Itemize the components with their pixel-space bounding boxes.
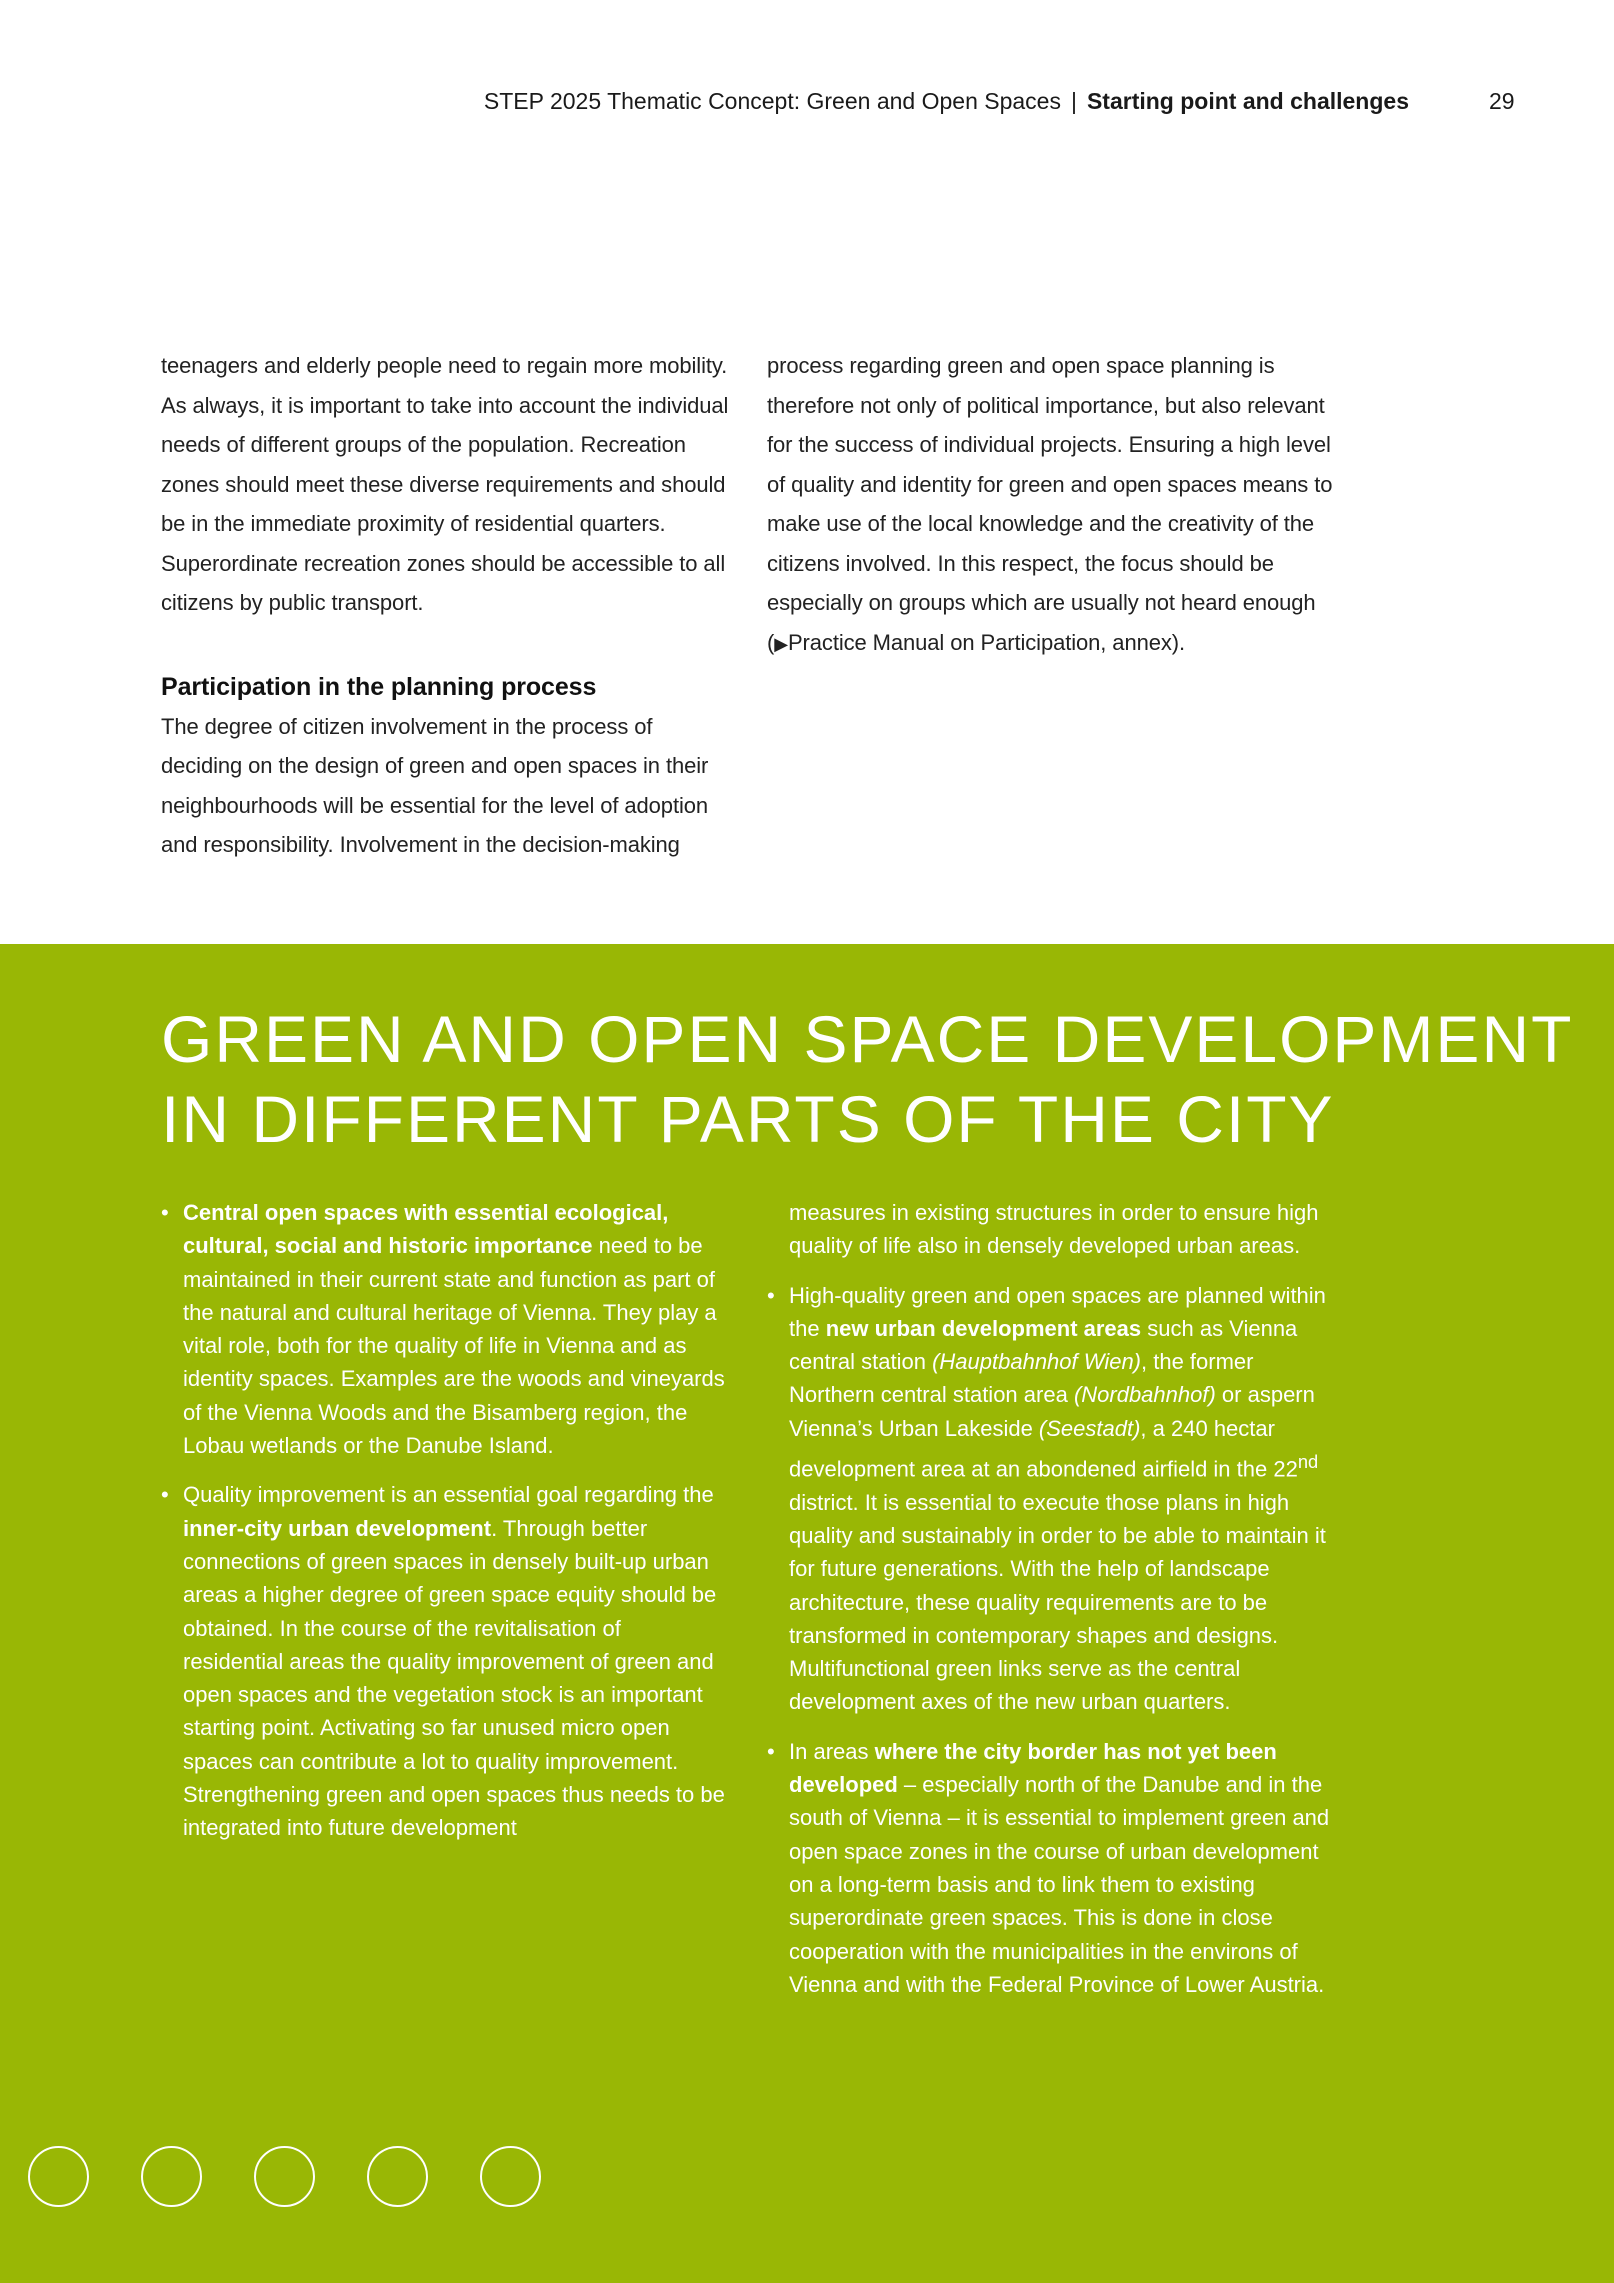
list-item: • Quality improvement is an essential goal regarding the inner-city urban development. Through better connections of green spaces in densely built-up urban areas a higher degree of green space equity should be obtained. In the course of the revitalisation of residential areas the quality improvement of green and open spaces and the vegetation stock is an important starting point. Activating so far unused micro open spaces can contribute a lot to quality improvement. Strengthening green and open spaces thus needs to be integrated into future development (161, 1478, 726, 1844)
circle-icon (141, 2146, 202, 2207)
list-item-continuation: measures in existing structures in order to ensure high quality of life also in densely developed urban areas. (789, 1200, 1319, 1259)
page-header (0, 84, 1614, 118)
circle-icon (28, 2146, 89, 2207)
circle-icon (480, 2146, 541, 2207)
intro-paragraph-2: The degree of citizen involvement in the process of deciding on the design of green and open spaces in their neighbourhoods will be essential for the level of adoption and responsibility. Involvement in the decision-making (161, 713, 709, 857)
page-number: 29 (1489, 88, 1515, 114)
practice-manual-reference[interactable]: Practice Manual on Participation, annex). (787, 629, 1185, 655)
list-item: • Central open spaces with essential ecological, cultural, social and historic importance need to be maintained in their current state and function as part of the natural and cultural heritage of Vienna. They play a vital role, both for the quality of life in Vienna and as identity spaces. Examples are the woods and vineyards of the Vienna Woods and the Bisamberg region, the Lobau wetlands or the Danube Island. (161, 1196, 726, 1462)
intro-column-right (767, 346, 1347, 664)
section-title: Starting point and challenges (1086, 88, 1409, 114)
header-separator: | (1070, 88, 1077, 114)
intro-paragraph-1: teenagers and elderly people need to regain more mobility. As always, it is important to take into account the individual needs of different groups of the population. Recreation zones should meet these diverse requirements and should be in the immediate proximity of residential quarters. Superordinate recreation zones should be accessible to all citizens by public transport. (161, 353, 729, 615)
section-heading: GREEN AND OPEN SPACE DEVELOPMENT IN DIFFERENT PARTS OF THE CITY (161, 1002, 1574, 1156)
list-item: • In areas where the city border has not yet been developed – especially north of the Danube and in the south of Vienna – it is essential to implement green and open space zones in the course of urban development on a long-term basis and to link them to existing superordinate green spaces. This is done in close cooperation with the municipalities in the environs of Vienna and with the Federal Province of Lower Austria. (767, 1735, 1337, 2001)
list-item: • High-quality green and open spaces are planned within the new urban development areas such as Vienna central station (Hauptbahnhof Wien), the former Northern central station area (Nordbahnhof) or aspern Vienna’s Urban Lakeside (Seestadt), a 240 hectar development area at an abondened airfield in the 22nd district. It is essential to execute those plans in high quality and sustainably in order to be able to maintain it for future generations. With the help of landscape architecture, these quality requirements are to be transformed in contemporary shapes and designs. Multifunctional green links serve as the central development axes of the new urban quarters. (767, 1279, 1337, 1719)
participation-heading: Participation in the planning process (161, 672, 597, 701)
bullet-column-right (767, 1196, 1337, 2017)
bullet-column-left (161, 1196, 726, 1861)
decorative-circles (28, 2146, 628, 2210)
intro-paragraph-3: process regarding green and open space planning is therefore not only of political importance, but also relevant for the success of individual projects. Ensuring a high level of quality and identity for green and open spaces means to make use of the local knowledge and the creativity of the citizens involved. In this respect, the focus should be especially on groups which are usually not heard enough (▶Practice Manual on Participation, annex). (767, 353, 1333, 655)
circle-icon (254, 2146, 315, 2207)
intro-column-left (161, 346, 736, 865)
document-title: STEP 2025 Thematic Concept: Green and Open Spaces (483, 88, 1061, 114)
header-title (484, 84, 1409, 118)
play-triangle-icon: ▶ (774, 633, 788, 654)
circle-icon (367, 2146, 428, 2207)
green-section (0, 944, 1614, 2283)
